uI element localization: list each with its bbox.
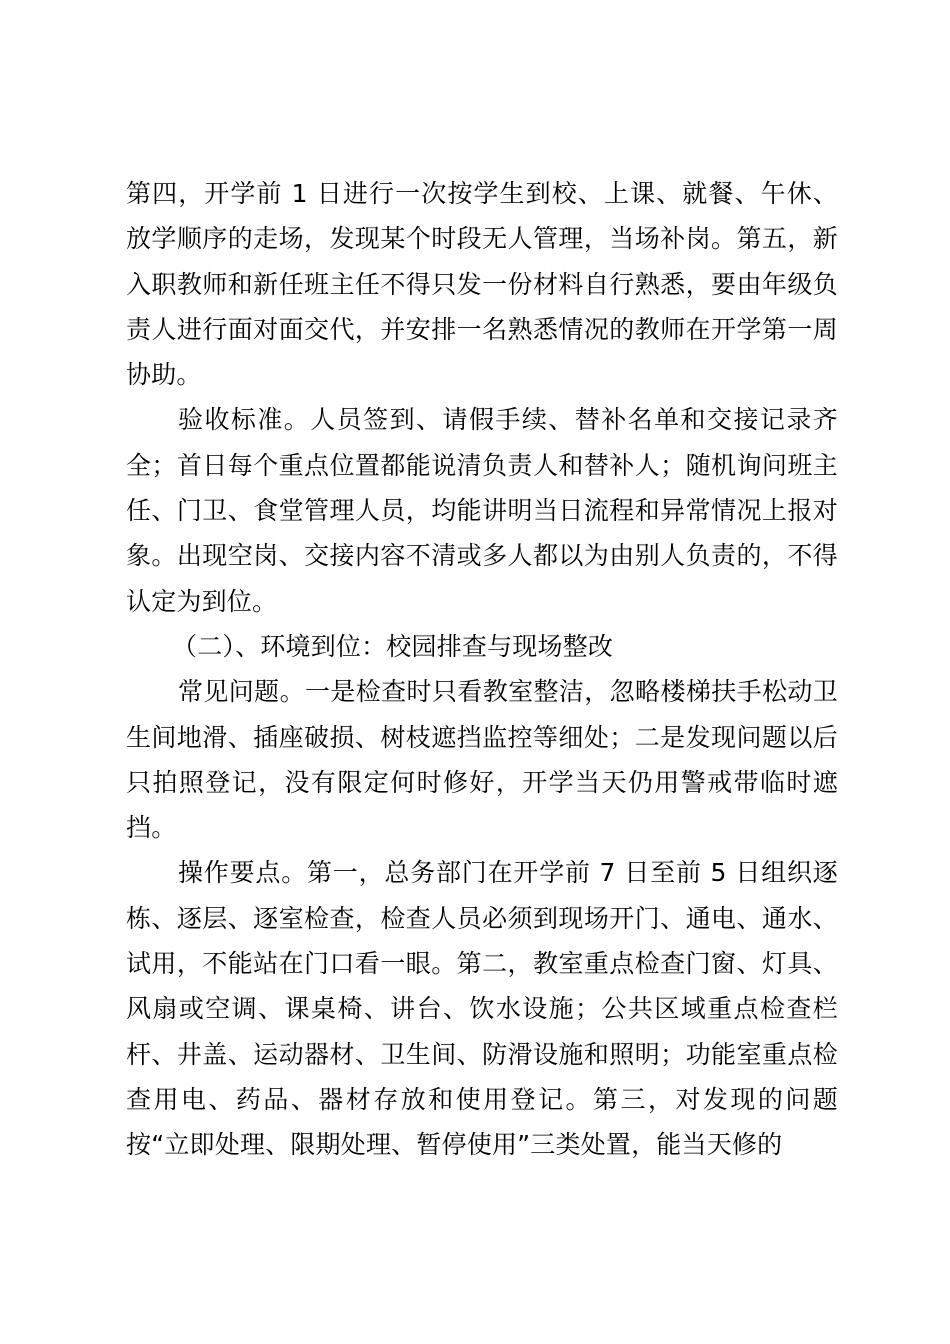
document-body	[126, 171, 838, 1168]
paragraph-operation-points: 操作要点。第一，总务部门在开学前 7 日至前 5 日组织逐栋、逐层、逐室检查，检查人员必须到现场开门、通电、通水、试用，不能站在门口看一眼。第二，教室重点检查门窗、灯具、风扇或空调、课桌椅、讲台、饮水设施；公共区域重点检查栏杆、井盖、运动器材、卫生间、防滑设施和照明；功能室重点检查用电、药品、器材存放和使用登记。第三，对发现的问题按“立即处理、限期处理、暂停使用”三类处置，能当天修的	[126, 858, 838, 1160]
paragraph-acceptance-standard: 验收标准。人员签到、请假手续、替补名单和交接记录齐全；首日每个重点位置都能说清负责人和替补人；随机询问班主任、门卫、食堂管理人员，均能讲明当日流程和异常情况上报对象。出现空岗、交接内容不清或多人都以为由别人负责的，不得认定为到位。	[126, 405, 838, 616]
paragraph-step-four-five: 第四，开学前 1 日进行一次按学生到校、上课、就餐、午休、放学顺序的走场，发现某个时段无人管理，当场补岗。第五，新入职教师和新任班主任不得只发一份材料自行熟悉，要由年级负责人进行面对面交代，并安排一名熟悉情况的教师在开学第一周协助。	[126, 179, 838, 390]
section-heading-environment: （二）、环境到位：校园排查与现场整改	[172, 631, 614, 661]
paragraph-common-problems: 常见问题。一是检查时只看教室整洁，忽略楼梯扶手松动卫生间地滑、插座破损、树枝遮挡监控等细处；二是发现问题以后只拍照登记，没有限定何时修好，开学当天仍用警戒带临时遮挡。	[126, 677, 838, 843]
